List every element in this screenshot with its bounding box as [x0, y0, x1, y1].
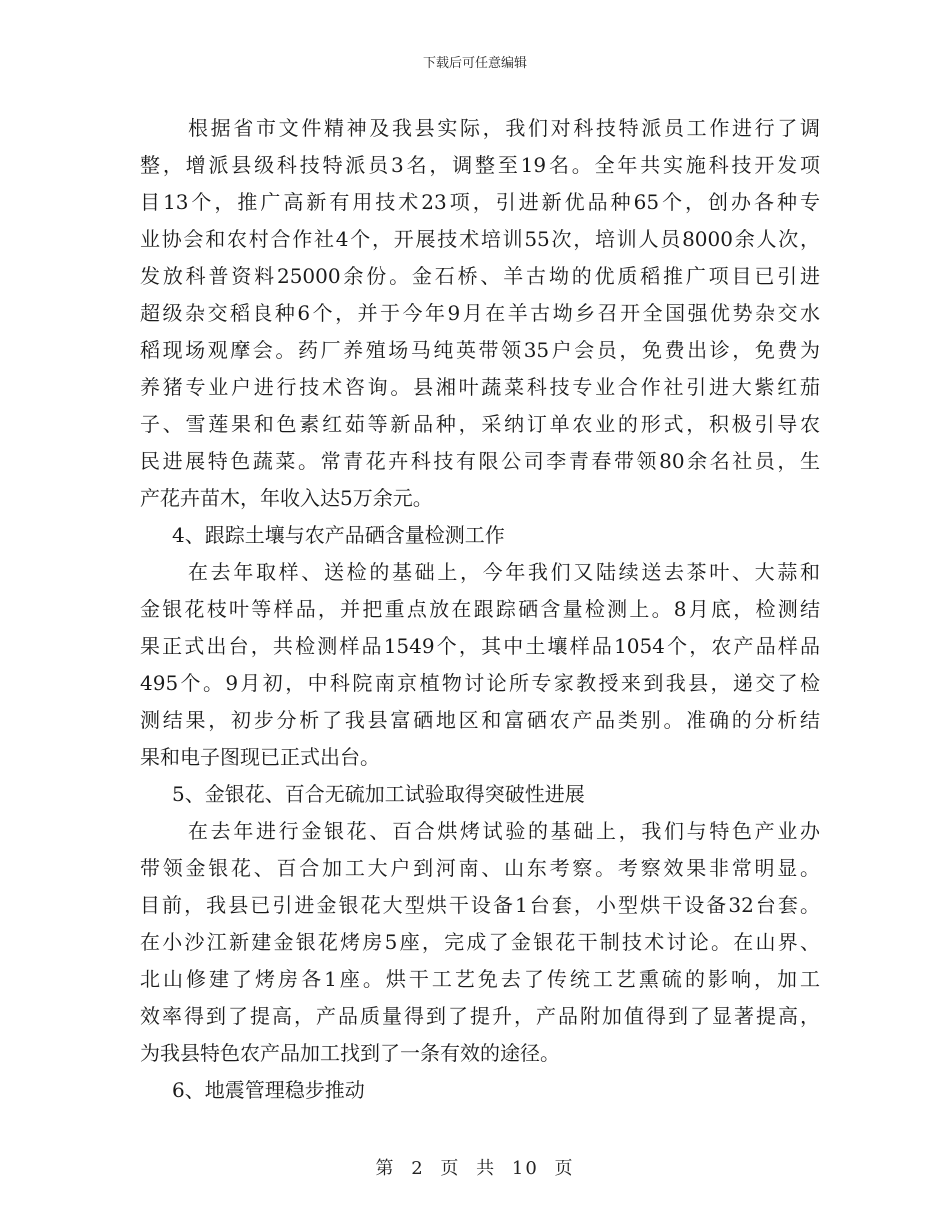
text-line: 产花卉苗木，年收入达5万余元。: [140, 486, 433, 510]
body-paragraph: [140, 110, 820, 517]
page-header: 下载后可任意编辑: [422, 56, 527, 71]
text-line: 超级杂交稻良种6个，并于今年9月在羊古坳乡召开全国强优势杂交水: [140, 301, 820, 325]
section-heading: [140, 517, 820, 554]
footer-page-word: 页: [440, 1158, 461, 1179]
footer-prefix: 第: [375, 1158, 396, 1179]
body-paragraph: [140, 554, 820, 776]
text-line: 北山修建了烤房各1座。烘干工艺免去了传统工艺熏硫的影响，加工: [140, 967, 820, 991]
footer-page-number: 2: [411, 1158, 425, 1179]
text-line: 带领金银花、百合加工大户到河南、山东考察。考察效果非常明显。: [140, 856, 820, 880]
text-line: 金银花枝叶等样品，并把重点放在跟踪硒含量检测上。8月底，检测结: [140, 597, 820, 621]
text-line: 在小沙江新建金银花烤房5座，完成了金银花干制技术讨论。在山界、: [140, 930, 820, 954]
text-line: 子、雪莲果和色素红茹等新品种，采纳订单农业的形式，积极引导农: [140, 412, 820, 436]
text-line: 目13个，推广高新有用技术23项，引进新优品种65个，创办各种专: [140, 190, 820, 214]
section-heading: [140, 1072, 820, 1109]
text-line: 为我县特色农产品加工找到了一条有效的途径。: [140, 1041, 560, 1065]
section-heading: [140, 776, 820, 813]
text-line: 测结果，初步分析了我县富硒地区和富硒农产品类别。准确的分析结: [140, 708, 820, 732]
footer-suffix: 页: [554, 1158, 575, 1179]
document-body: [140, 110, 820, 1109]
text-line: 整，增派县级科技特派员3名，调整至19名。全年共实施科技开发项: [140, 153, 820, 177]
body-paragraph: [140, 813, 820, 1072]
text-line: 根据省市文件精神及我县实际，我们对科技特派员工作进行了调: [188, 116, 820, 140]
text-line: 业协会和农村合作社4个，开展技术培训55次，培训人员8000余人次，: [140, 227, 820, 251]
text-line: 果正式出台，共检测样品1549个，其中土壤样品1054个，农产品样品: [140, 634, 820, 658]
text-line: 495个。9月初，中科院南京植物讨论所专家教授来到我县，递交了检: [140, 671, 820, 695]
text-line: 效率得到了提高，产品质量得到了提升，产品附加值得到了显著提高，: [140, 1004, 820, 1028]
page-footer: [0, 1154, 950, 1180]
text-line: 养猪专业户进行技术咨询。县湘叶蔬菜科技专业合作社引进大紫红茄: [140, 375, 820, 399]
text-line: 在去年取样、送检的基础上，今年我们又陆续送去茶叶、大蒜和: [188, 560, 820, 584]
footer-total-word: 共: [476, 1158, 497, 1179]
text-line: 发放科普资料25000余份。金石桥、羊古坳的优质稻推广项目已引进: [140, 264, 820, 288]
text-line: 稻现场观摩会。药厂养殖场马纯英带领35户会员，免费出诊，免费为: [140, 338, 820, 362]
text-line: 果和电子图现已正式出台。: [140, 745, 380, 769]
text-line: 5、金银花、百合无硫加工试验取得突破性进展: [172, 782, 585, 806]
text-line: 在去年进行金银花、百合烘烤试验的基础上，我们与特色产业办: [188, 819, 820, 843]
footer-total-pages: 10: [511, 1158, 539, 1179]
text-line: 目前，我县已引进金银花大型烘干设备1台套，小型烘干设备32台套。: [140, 893, 820, 917]
text-line: 民进展特色蔬菜。常青花卉科技有限公司李青春带领80余名社员，生: [140, 449, 820, 473]
text-line: 6、地震管理稳步推动: [172, 1078, 365, 1102]
text-line: 4、跟踪土壤与农产品硒含量检测工作: [172, 523, 505, 547]
